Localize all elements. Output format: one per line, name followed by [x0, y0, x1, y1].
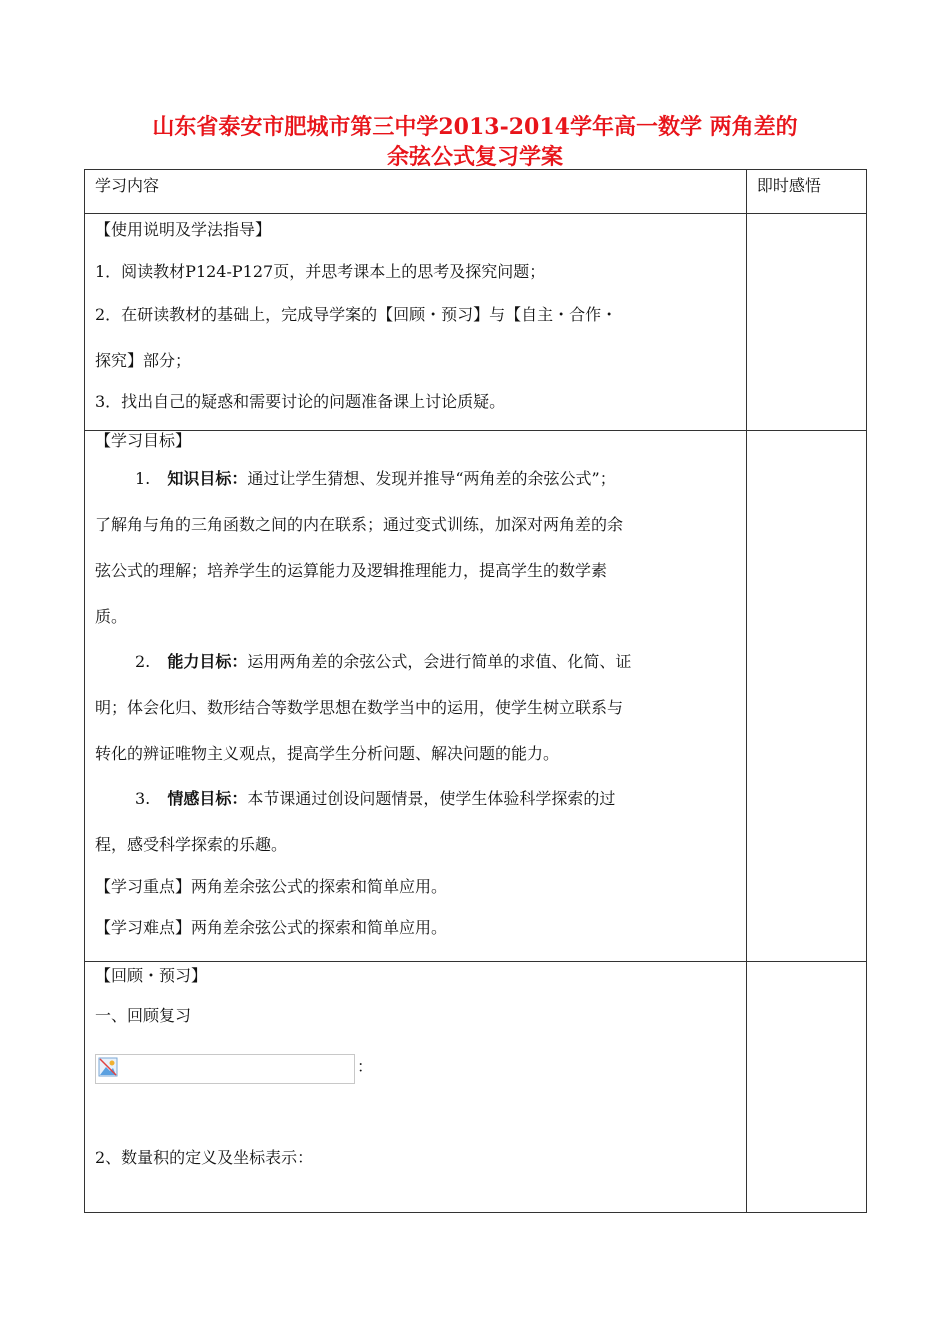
review-heading: 【回顾・预习】: [95, 966, 208, 985]
goal-1-line-2: 了解角与角的三角函数之间的内在联系；通过变式训练，加深对两角差的余: [95, 515, 624, 534]
goal-3-line-2: 程，感受科学探索的乐趣。: [95, 835, 288, 854]
instructions-notes-cell: [746, 214, 866, 431]
goal-1-line-1: [135, 469, 616, 489]
objectives-row: [85, 431, 867, 962]
instruction-item-2: 2．在研读教材的基础上，完成导学案的【回顾・预习】与【自主・合作・: [95, 305, 618, 324]
review-notes-cell: [746, 962, 866, 1213]
instructions-row: [85, 214, 867, 431]
review-cell: [85, 962, 747, 1213]
review-colon: ：: [357, 1057, 374, 1076]
goal-3-line-1: [135, 789, 615, 809]
instruction-item-3: 3．找出自己的疑惑和需要讨论的问题准备课上讨论质疑。: [95, 392, 506, 411]
goal-2-line-2: 明；体会化归、数形结合等数学思想在数学当中的运用，使学生树立联系与: [95, 698, 624, 717]
objectives-notes-cell: [746, 431, 866, 962]
goal-3-label: 情感目标：: [167, 789, 248, 808]
instructions-cell: [85, 214, 747, 431]
broken-image-icon: [98, 1057, 118, 1077]
title-line-2: 余弦公式复习学案: [386, 144, 563, 170]
review-row: [85, 962, 867, 1213]
goal-2-line-1: [135, 652, 631, 672]
missing-formula-image: [95, 1054, 355, 1084]
instructions-heading: 【使用说明及学法指导】: [95, 220, 272, 239]
header-cell-content: [85, 170, 747, 214]
goal-2-text-1: 运用两角差的余弦公式，会进行简单的求值、化简、证: [247, 652, 632, 671]
difficulty-point: 【学习难点】两角差余弦公式的探索和简单应用。: [95, 918, 448, 937]
goal-1-text-1: 通过让学生猜想、发现并推导“两角差的余弦公式”；: [247, 469, 616, 488]
key-point: 【学习重点】两角差余弦公式的探索和简单应用。: [95, 877, 448, 896]
goal-2-label: 能力目标：: [167, 652, 248, 671]
review-item-2: 2、数量积的定义及坐标表示：: [95, 1148, 314, 1167]
instruction-item-1: 1．阅读教材P124-P127页，并思考课本上的思考及探究问题；: [95, 262, 546, 281]
page-title: [84, 112, 866, 172]
title-line-1: 山东省泰安市肥城市第三中学2013-2014学年高一数学 两角差的: [152, 114, 798, 140]
instruction-item-2-cont: 探究】部分；: [95, 351, 192, 370]
header-cell-notes: [746, 170, 866, 214]
table-header-row: [85, 170, 867, 214]
goal-1-number: 1.: [135, 469, 151, 488]
study-plan-table: [84, 169, 867, 1213]
objectives-heading: 【学习目标】: [95, 431, 192, 450]
goal-1-label: 知识目标：: [167, 469, 248, 488]
header-instant-insights: 即时感悟: [756, 176, 821, 195]
goal-1-line-4: 质。: [95, 607, 128, 626]
goal-2-number: 2.: [135, 652, 151, 671]
goal-3-number: 3.: [135, 789, 151, 808]
header-study-content: 学习内容: [95, 176, 160, 195]
goal-1-line-3: 弦公式的理解；培养学生的运算能力及逻辑推理能力，提高学生的数学素: [95, 561, 608, 580]
goal-2-line-3: 转化的辨证唯物主义观点，提高学生分析问题、解决问题的能力。: [95, 744, 560, 763]
goal-3-text-1: 本节课通过创设问题情景，使学生体验科学探索的过: [247, 789, 616, 808]
objectives-cell: [85, 431, 747, 962]
review-subheading: 一、回顾复习: [95, 1006, 192, 1025]
